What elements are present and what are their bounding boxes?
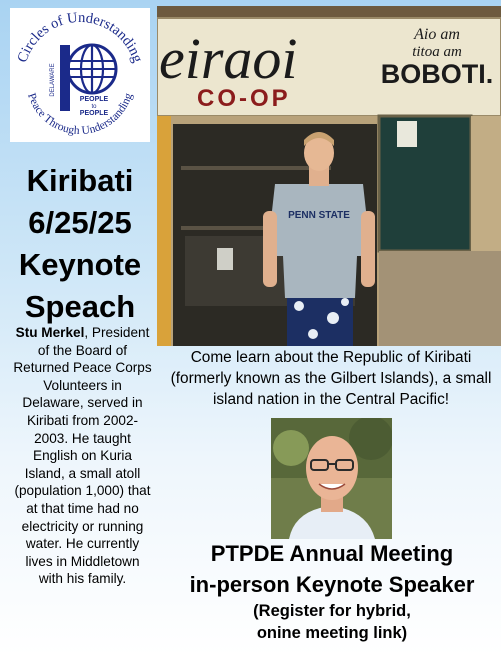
title-line-2: 6/25/25 [28, 205, 132, 240]
meeting-line-2: in-person Keynote Speaker [189, 572, 475, 597]
sign-word: eiraoi [159, 26, 298, 91]
title-line-1: Kiribati [26, 163, 134, 198]
sign-boboti: BOBOTI. [380, 59, 494, 89]
kiribati-coop-photo [157, 6, 501, 346]
title-line-4: Speach [24, 289, 136, 324]
meeting-line-4: onine meeting link) [256, 624, 408, 642]
organization-logo [10, 8, 150, 142]
logo-side-text: DELAWARE [50, 63, 56, 97]
title-line-3: Keynote [18, 247, 142, 282]
logo-arc-top-text: Circles of Understanding [14, 9, 146, 65]
logo-inner-text-2: to [91, 104, 97, 110]
sign-small-2: titoa am [412, 44, 462, 60]
speaker-bio-text: , President of the Board of Returned Peace Corps Volunteers in Delaware, served in Kiribati from 2002-2003. He taught English on Kuria Island, a small atoll (population 1,000) that at that time had no electricity or running water. He currently lives in Middletown with his family. [13, 325, 152, 587]
meeting-line-1: PTPDE Annual Meeting [210, 541, 454, 566]
speaker-name: Stu Merkel [15, 325, 85, 340]
speaker-bio [12, 324, 153, 588]
meeting-line-3: (Register for hybrid, [253, 602, 411, 620]
logo-inner-text-3: PEOPLE [79, 110, 109, 117]
sign-small-1: Aio am [414, 26, 460, 43]
logo-inner-text-1: PEOPLE [79, 96, 109, 103]
speaker-headshot [271, 418, 392, 539]
logo-p-stem [60, 45, 70, 111]
sign-coop: CO-OP [197, 85, 291, 112]
intro-text: Come learn about the Republic of Kiribati (formerly known as the Gilbert Islands), a small island nation in the Central Pacific! [170, 349, 492, 408]
shirt-text: PENN STATE [288, 210, 350, 221]
globe-icon [68, 45, 116, 93]
logo-arc-bottom-text: Peace Through Understanding [25, 91, 135, 138]
meeting-info [163, 538, 501, 644]
page-title [0, 160, 160, 328]
